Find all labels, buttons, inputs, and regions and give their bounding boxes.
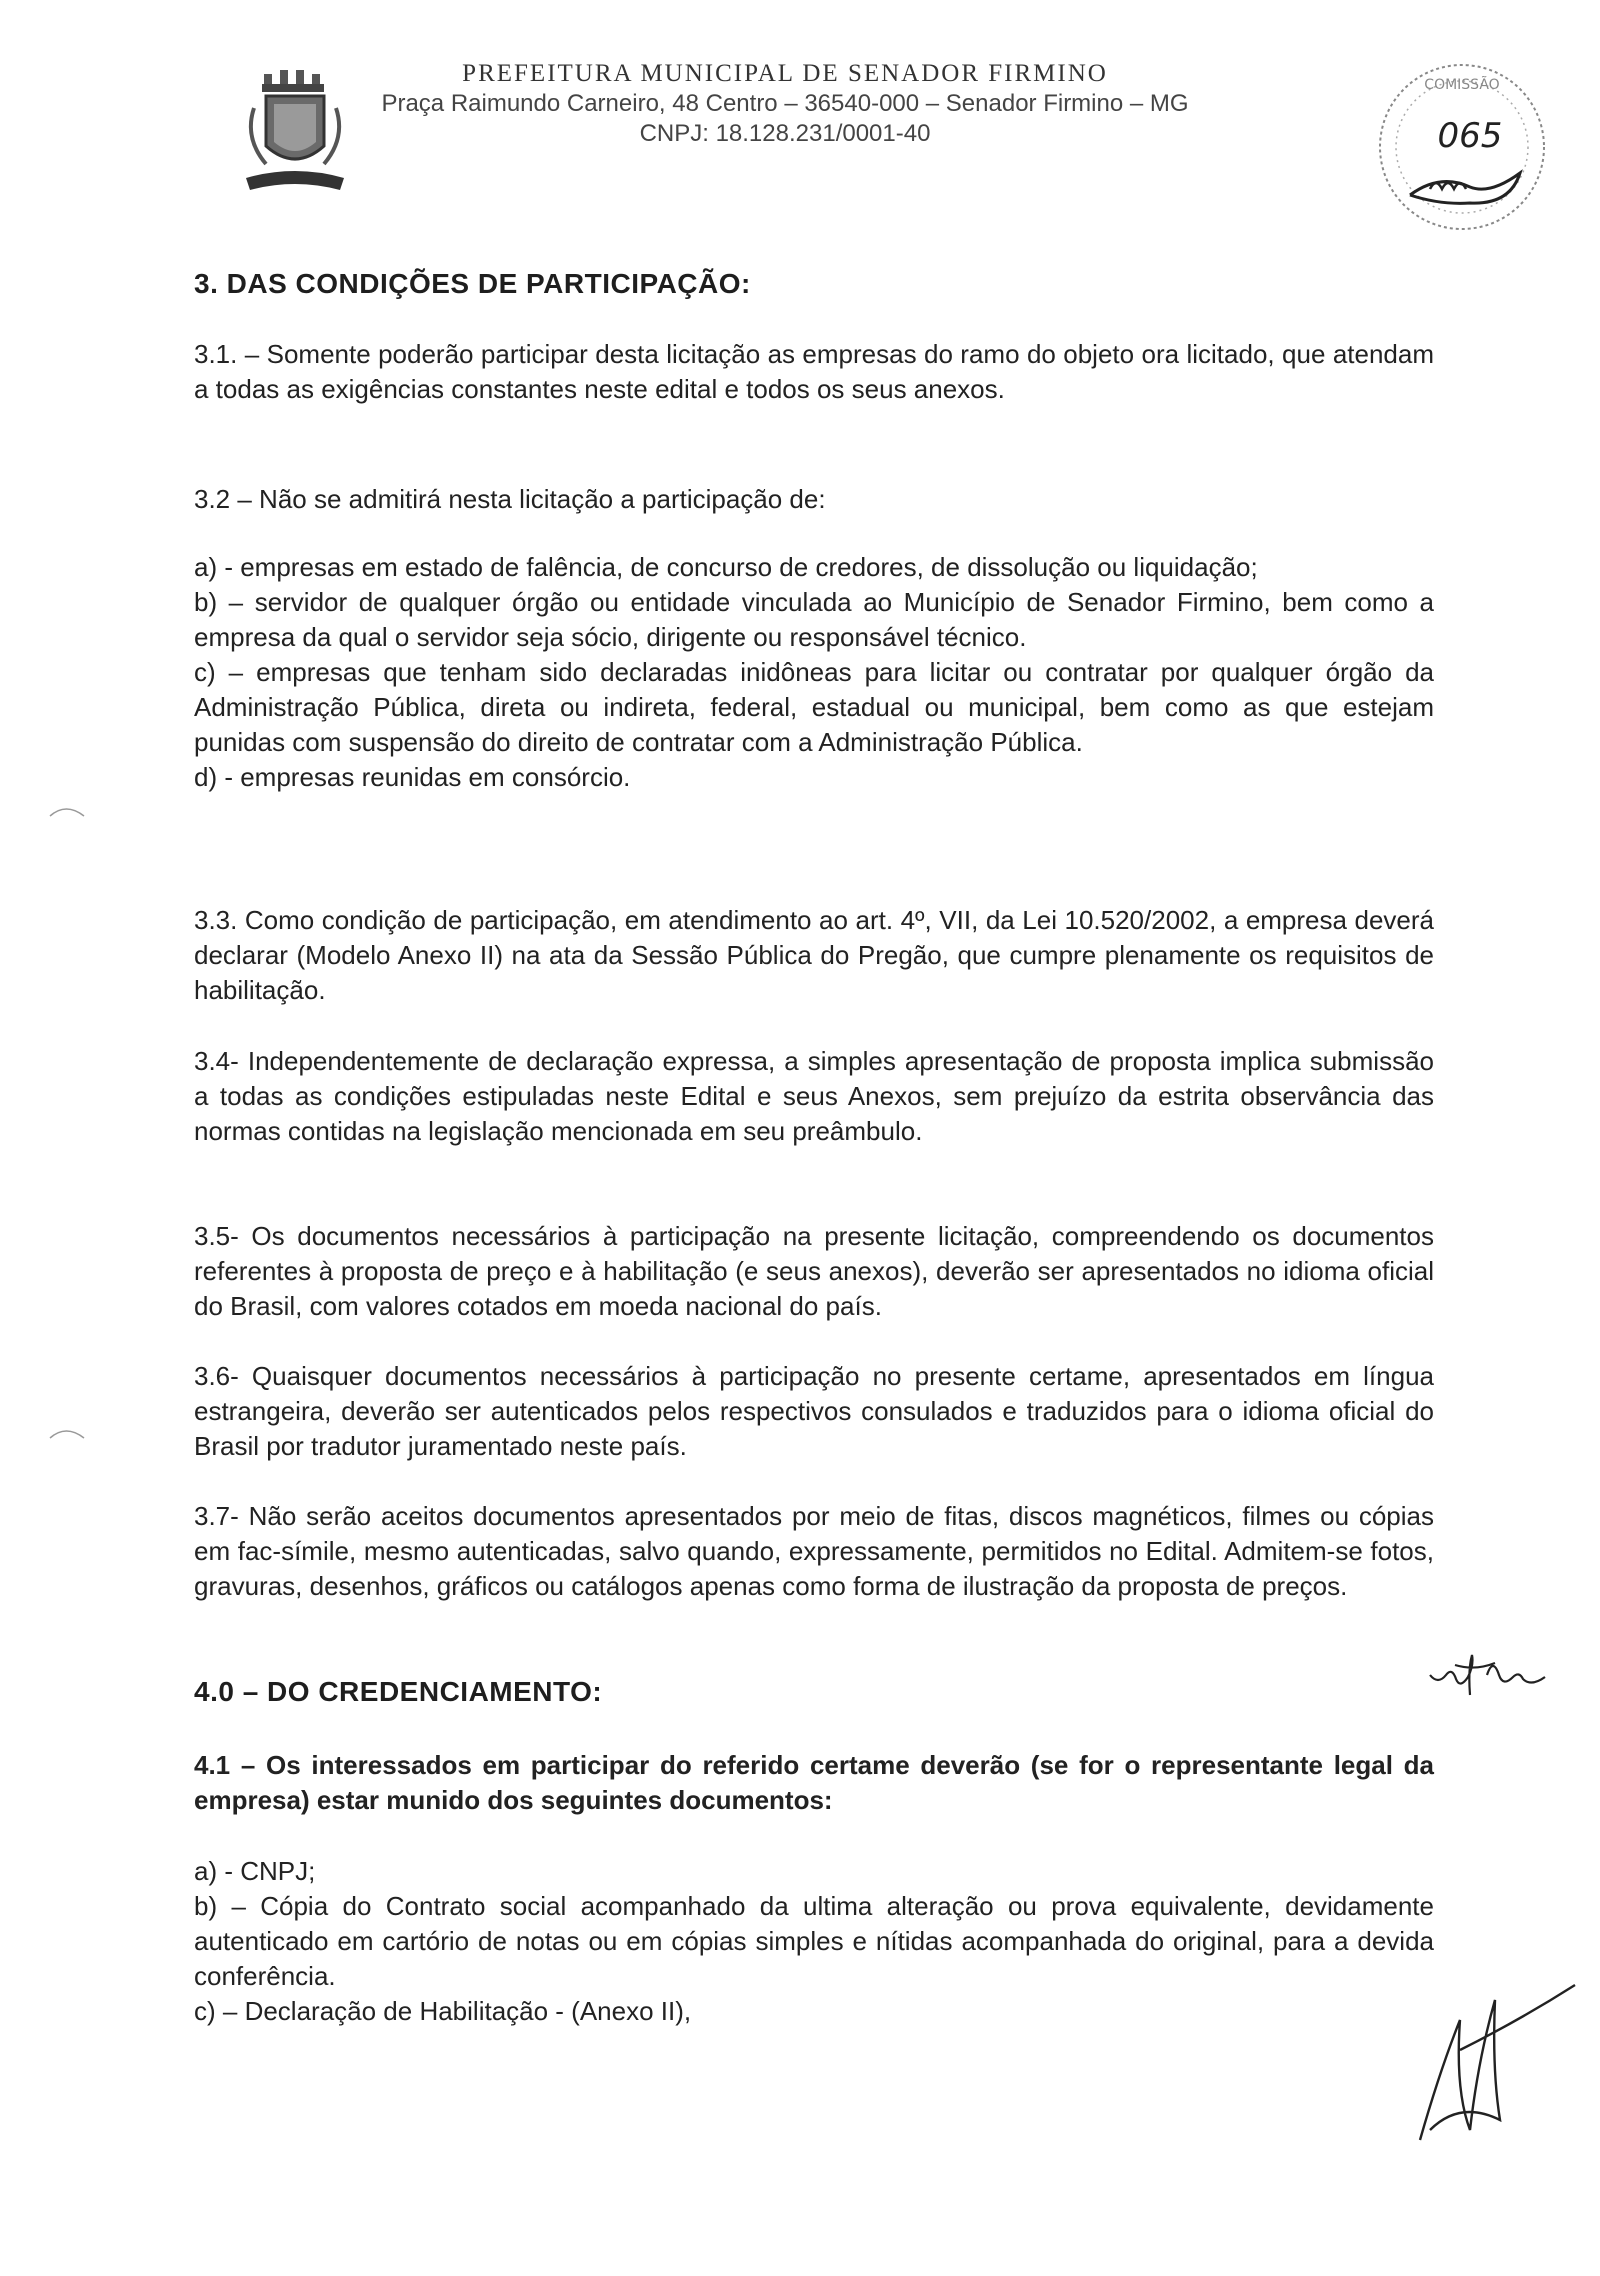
- list-item-b: b) – Cópia do Contrato social acompanhado da ultima alteração ou prova equivalente, devidamente autenticado em cartório de notas ou em cópias simples e nítidas acompanhada do original, para a devida conferência.: [194, 1891, 1434, 1991]
- list-item-a: a) - CNPJ;: [194, 1856, 316, 1886]
- letterhead-address: Praça Raimundo Carneiro, 48 Centro – 36540-000 – Senador Firmino – MG: [381, 90, 1189, 117]
- list-item-d: d) - empresas reunidas em consórcio.: [194, 762, 631, 792]
- paragraph-3-2: 3.2 – Não se admitirá nesta licitação a participação de:: [194, 484, 826, 514]
- paragraph-3-3: 3.3. Como condição de participação, em atendimento ao art. 4º, VII, da Lei 10.520/2002, a empresa deverá declarar (Modelo Anexo II) na ata da Sessão Pública do Pregão, que cumpre plenamente os requisitos de habilitação.: [194, 905, 1434, 1005]
- exclusion-list: [194, 550, 1434, 795]
- paragraph-3-1: 3.1. – Somente poderão participar desta licitação as empresas do ramo do objeto ora licitado, que atendam a todas as exigências constantes neste edital e todos os seus anexos.: [194, 339, 1434, 404]
- paragraph-3-5: 3.5- Os documentos necessários à participação na presente licitação, compreendendo os documentos referentes à proposta de preço e à habilitação (e seus anexos), deverão ser apresentados no idioma oficial do Brasil, com valores cotados em moeda nacional do país.: [194, 1221, 1434, 1321]
- letterhead-cnpj: CNPJ: 18.128.231/0001-40: [639, 120, 931, 147]
- letterhead-org-name: PREFEITURA MUNICIPAL DE SENADOR FIRMINO: [462, 60, 1108, 87]
- list-item-b: b) – servidor de qualquer órgão ou entidade vinculada ao Município de Senador Firmino, bem como a empresa da qual o servidor seja sócio, dirigente ou responsável técnico.: [194, 587, 1434, 652]
- handwritten-rubric: [1425, 1645, 1575, 1705]
- list-item-c: c) – Declaração de Habilitação - (Anexo II),: [194, 1996, 692, 2026]
- section-3-title: 3. DAS CONDIÇÕES DE PARTICIPAÇÃO:: [194, 268, 751, 299]
- section-4-title: 4.0 – DO CREDENCIAMENTO:: [194, 1676, 603, 1707]
- punch-mark: [48, 1422, 88, 1442]
- stamp-label: COMISSÃO: [1424, 77, 1500, 93]
- punch-mark: [48, 800, 88, 820]
- paragraph-3-4: 3.4- Independentemente de declaração expressa, a simples apresentação de proposta implica submissão a todas as condições estipuladas neste Edital e seus Anexos, sem prejuízo da estrita observância das normas contidas na legislação mencionada em seu preâmbulo.: [194, 1046, 1434, 1146]
- stamp-page-number: 065: [1437, 116, 1503, 156]
- page-number-stamp: [1370, 55, 1555, 240]
- signature-mark: [1400, 1980, 1580, 2150]
- list-item-a: a) - empresas em estado de falência, de concurso de credores, de dissolução ou liquidação;: [194, 552, 1258, 582]
- paragraph-4-1: 4.1 – Os interessados em participar do referido certame deverão (se for o representante legal da empresa) estar munido dos seguintes documentos:: [194, 1750, 1434, 1815]
- list-item-c: c) – empresas que tenham sido declaradas inidôneas para licitar ou contratar por qualquer órgão da Administração Pública, direta ou indireta, federal, estadual ou municipal, bem como as que estejam punidas com suspensão do direito de contratar com a Administração Pública.: [194, 657, 1434, 757]
- letterhead: [230, 60, 1340, 148]
- paragraph-3-6: 3.6- Quaisquer documentos necessários à participação no presente certame, apresentados em língua estrangeira, deverão ser autenticados pelos respectivos consulados e traduzidos para o idioma oficial do Brasil por tradutor juramentado neste país.: [194, 1361, 1434, 1461]
- credential-docs-list: [194, 1854, 1434, 2029]
- paragraph-3-7: 3.7- Não serão aceitos documentos apresentados por meio de fitas, discos magnéticos, filmes ou cópias em fac-símile, mesmo autenticadas, salvo quando, expressamente, permitidos no Edital. Admitem-se fotos, gravuras, desenhos, gráficos ou catálogos apenas como forma de ilustração da proposta de preços.: [194, 1501, 1434, 1601]
